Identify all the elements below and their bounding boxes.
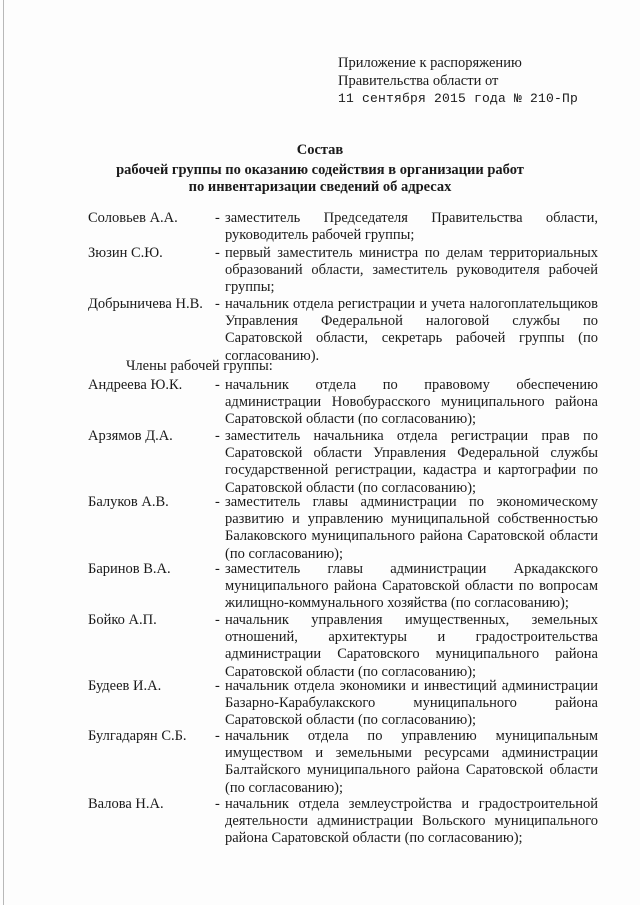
entry-description: заместитель главы администрации по экономическому развитию и управлению муниципальной собственностью Балаковского муниципального района Саратовской области (по согласованию); bbox=[225, 494, 598, 562]
entry-name: Зюзин С.Ю. bbox=[88, 245, 163, 261]
entry-description: первый заместитель министра по делам территориальных образований области, заместитель руководителя рабочей группы; bbox=[225, 245, 598, 296]
document-title bbox=[90, 142, 550, 196]
entry-dash: - bbox=[215, 612, 220, 628]
title-main: Состав bbox=[296, 142, 344, 158]
leader-entry bbox=[88, 245, 598, 297]
entry-name: Добрыничева Н.В. bbox=[88, 296, 203, 312]
annex-line-2: Правительства области от bbox=[338, 73, 499, 89]
member-entry bbox=[88, 561, 598, 613]
entry-description: начальник управления имущественных, земельных отношений, архитектуры и градостроительства администрации Саратовского муниципального района Саратовской области (по согласованию); bbox=[225, 612, 598, 680]
entry-description: начальник отдела регистрации и учета налогоплательщиков Управления Федеральной налоговой службы по Саратовской области, секретарь рабочей группы (по согласованию). bbox=[225, 296, 598, 364]
annex-block bbox=[338, 54, 578, 108]
member-entry bbox=[88, 428, 598, 497]
entry-dash: - bbox=[215, 678, 220, 694]
entry-dash: - bbox=[215, 561, 220, 577]
annex-line-1: Приложение к распоряжению bbox=[338, 55, 522, 71]
title-line-2: рабочей группы по оказанию содействия в организации работ bbox=[116, 162, 524, 178]
entry-description: начальник отдела по управлению муниципальным имуществом и земельными ресурсами администрации Балтайского муниципального района Саратовской области (по согласованию); bbox=[225, 728, 598, 796]
entry-dash: - bbox=[215, 494, 220, 510]
entry-name: Соловьев А.А. bbox=[88, 210, 178, 226]
entry-name: Валова Н.А. bbox=[88, 796, 164, 812]
entry-name: Балуков А.В. bbox=[88, 494, 169, 510]
entry-name: Будеев И.А. bbox=[88, 678, 162, 694]
member-entry bbox=[88, 678, 598, 730]
member-entry bbox=[88, 796, 598, 848]
entry-dash: - bbox=[215, 296, 220, 312]
entry-description: заместитель главы администрации Аркадакского муниципального района Саратовской области по вопросам жилищно-коммунального хозяйства (по согласованию); bbox=[225, 561, 598, 612]
entry-description: начальник отдела землеустройства и градостроительной деятельности администрации Вольского муниципального района Саратовской области (по согласованию); bbox=[225, 796, 598, 847]
entry-description: заместитель Председателя Правительства области, руководитель рабочей группы; bbox=[225, 210, 598, 244]
member-entry bbox=[88, 728, 598, 797]
members-heading: Члены рабочей группы: bbox=[126, 358, 273, 374]
entry-name: Баринов В.А. bbox=[88, 561, 171, 577]
page-edge bbox=[3, 0, 4, 905]
entry-description: начальник отдела по правовому обеспечению администрации Новобурасского муниципального района Саратовской области (по согласованию); bbox=[225, 377, 598, 428]
entry-dash: - bbox=[215, 796, 220, 812]
leader-entry bbox=[88, 210, 598, 244]
entry-dash: - bbox=[215, 728, 220, 744]
annex-line-3: 11 сентября 2015 года № 210-Пр bbox=[338, 91, 579, 106]
entry-name: Булгадарян С.Б. bbox=[88, 728, 187, 744]
entry-name: Бойко А.П. bbox=[88, 612, 157, 628]
entry-name: Андреева Ю.К. bbox=[88, 377, 183, 393]
leader-entry bbox=[88, 296, 598, 365]
member-entry bbox=[88, 494, 598, 563]
entry-dash: - bbox=[215, 245, 220, 261]
title-line-3: по инвентаризации сведений об адресах bbox=[188, 179, 452, 195]
entry-dash: - bbox=[215, 210, 220, 226]
member-entry bbox=[88, 612, 598, 681]
entry-description: заместитель начальника отдела регистрации прав по Саратовской области Управления Федеральной службы государственной регистрации, кадастра и картографии по Саратовской области (по согласованию); bbox=[225, 428, 598, 496]
entry-name: Арзямов Д.А. bbox=[88, 428, 173, 444]
entry-dash: - bbox=[215, 377, 220, 393]
member-entry bbox=[88, 377, 598, 429]
entry-description: начальник отдела экономики и инвестиций администрации Базарно-Карабулакского муниципального района Саратовской области (по согласованию); bbox=[225, 678, 598, 729]
entry-dash: - bbox=[215, 428, 220, 444]
